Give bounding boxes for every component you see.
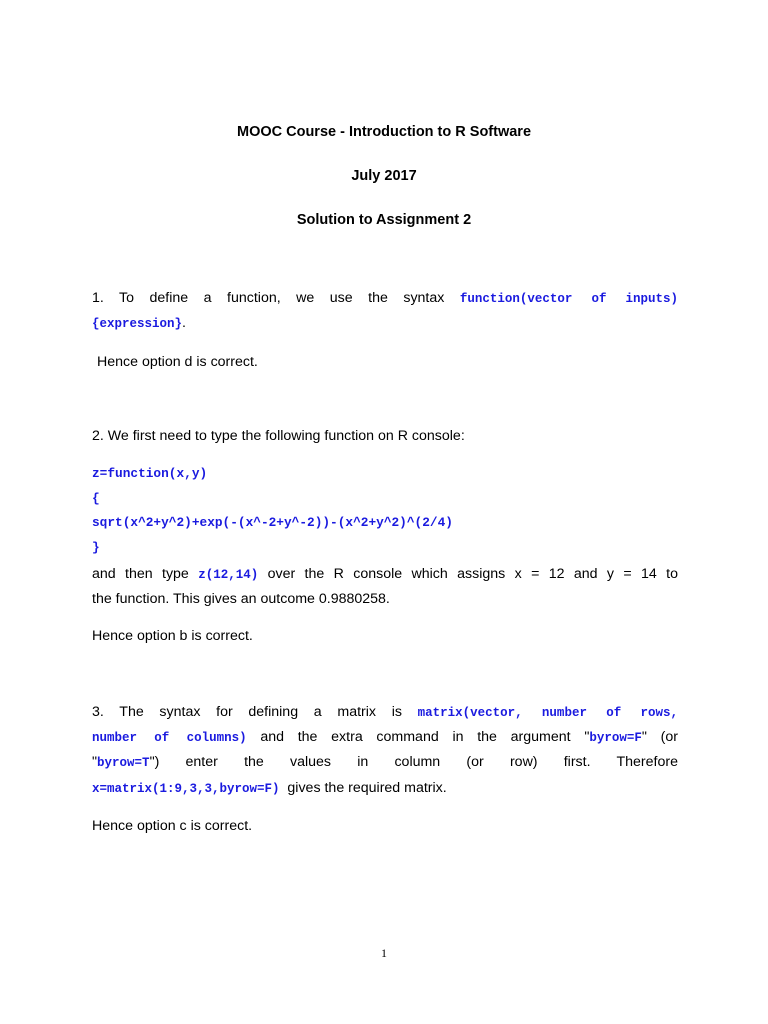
q3-code-columns: number of columns) [92, 731, 247, 745]
q1-line-1 [92, 286, 678, 312]
q2-intro: 2. We first need to type the following function on R console: [92, 428, 465, 444]
q2-code-line-3: sqrt(x^2+y^2)+exp(-(x^-2+y^-2))-(x^2+y^2)^(2/4) [92, 515, 453, 530]
q1-code-expression: {expression} [92, 317, 183, 331]
q3-code-x-matrix: x=matrix(1:9,3,3,byrow=F) [92, 782, 280, 796]
page-number: 1 [381, 946, 387, 960]
q2-then-line [92, 562, 678, 588]
q2-code-line-2: { [92, 491, 100, 506]
q3-text-before: 3. The syntax for defining a matrix is [92, 704, 402, 720]
q3-line-2 [92, 725, 678, 751]
q2-result-line: the function. This gives an outcome 0.9880258. [92, 591, 390, 607]
document-date: July 2017 [351, 168, 417, 184]
q1-text-after: . [182, 315, 186, 331]
q2-then-before: and then type [92, 566, 189, 582]
q3-text-mid4: ") enter the values in column (or row) first. Therefore [149, 754, 678, 770]
q2-code-line-4: } [92, 540, 100, 555]
q1-text-before: 1. To define a function, we use the syntax [92, 290, 445, 306]
q1-conclusion: Hence option d is correct. [97, 354, 258, 370]
q1-code-function: function(vector of inputs) [459, 292, 678, 306]
q3-text-mid1: and the extra command in the argument "byrow=F" (or [260, 729, 678, 745]
q2-code-line-1: z=function(x,y) [92, 466, 208, 481]
q3-code-matrix: matrix(vector, number of rows, [417, 706, 678, 720]
q3-text-after: gives the required matrix. [287, 780, 447, 796]
q1-line-2 [92, 311, 678, 337]
q2-conclusion: Hence option b is correct. [92, 628, 253, 644]
document-title: MOOC Course - Introduction to R Software [236, 124, 532, 140]
document-subtitle: Solution to Assignment 2 [296, 212, 472, 228]
q3-conclusion: Hence option c is correct. [92, 818, 253, 834]
q3-code-byrow-t: byrow=T [97, 756, 150, 770]
q3-line-3: "byrow=T") enter the values in column (or row) first. Therefore [92, 754, 678, 770]
q2-then-code: z(12,14) [198, 568, 259, 582]
q3-code-byrow-f: byrow=F [589, 731, 642, 745]
q3-line-4 [92, 776, 678, 802]
q3-line-1 [92, 700, 678, 726]
q2-then-after: over the R console which assigns x = 12 and y = 14 to [267, 566, 678, 582]
